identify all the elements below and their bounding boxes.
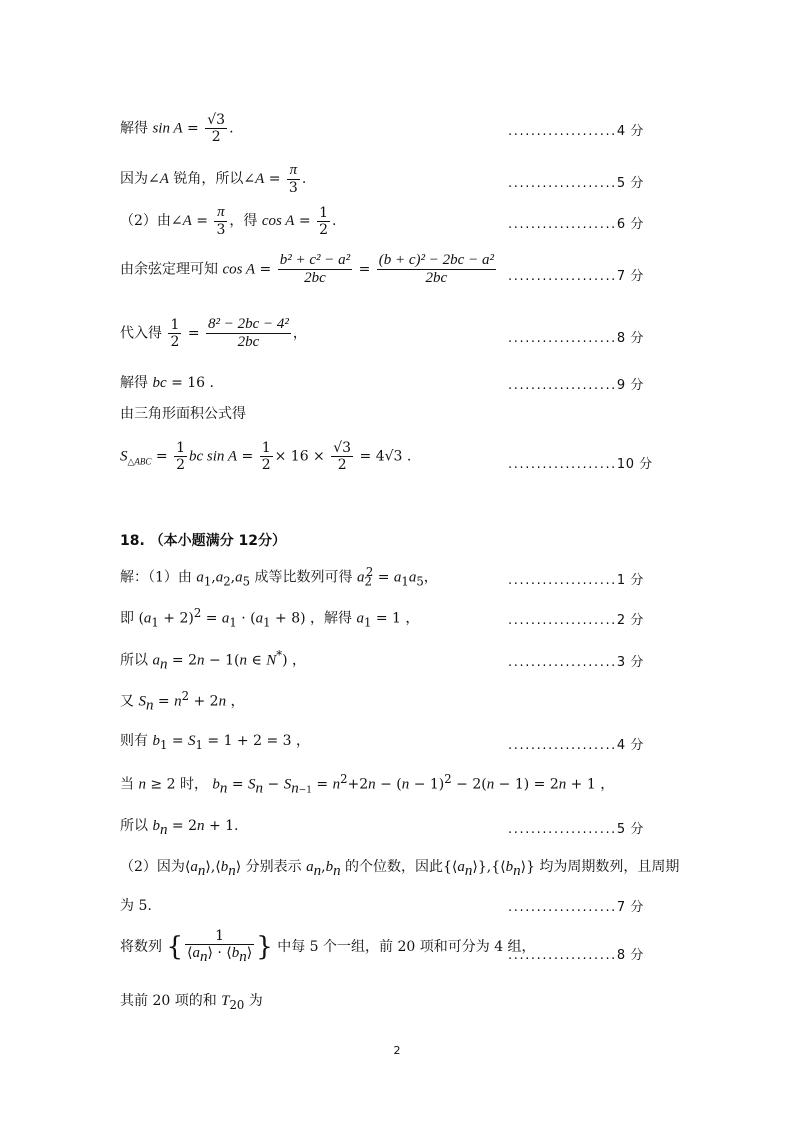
leader-dots: ................... bbox=[508, 948, 617, 963]
score-line-6 bbox=[508, 374, 670, 393]
score-line-14 bbox=[508, 734, 670, 753]
score-line-2 bbox=[508, 172, 670, 191]
line-text: 由三角形面积公式得 bbox=[120, 406, 246, 422]
score-line-18 bbox=[508, 896, 670, 915]
leader-dots: ................... bbox=[508, 176, 617, 191]
solution-line-7 bbox=[120, 403, 246, 423]
solution-line-15: 当 n ≥ 2 时， $b_n = S_n - S_{n-1} = n^2+2n - (n - 1)^2 - 2(n - 1) = 2n + 1$ ， bbox=[120, 772, 615, 797]
line-text: 为 5. bbox=[120, 898, 152, 914]
score-label: 10 分 bbox=[616, 457, 653, 472]
solution-line-2: 因为∠A 锐角，所以∠A = $\frac{\pi}{3}$ . bbox=[120, 162, 307, 196]
leader-dots: ................... bbox=[508, 573, 617, 588]
solution-line-12: 所以 $a_n = 2n - 1(n$ ∈ N*) ， bbox=[120, 648, 307, 673]
score-label: 5 分 bbox=[616, 176, 644, 191]
leader-dots: ................... bbox=[508, 269, 617, 284]
solution-line-13: 又 $S_n = n^2 + 2n$ ， bbox=[120, 689, 245, 714]
score-line-16 bbox=[508, 818, 670, 837]
leader-dots: ................... bbox=[508, 378, 617, 393]
score-label: 7 分 bbox=[616, 900, 644, 915]
leader-dots: ................... bbox=[508, 331, 617, 346]
solution-line-11: 即 $(a_1 + 2)^2 = a_1 \cdot (a_1 + 8)$ ，解得 $a_1 = 1$ ， bbox=[120, 606, 420, 630]
solution-line-10: 解：（1）由 $a_1,a_2,a_5$ 成等比数列可得 $a_2^2 = a_1a_5$， bbox=[120, 565, 438, 589]
score-line-10 bbox=[508, 569, 670, 588]
score-label: 3 分 bbox=[616, 655, 644, 670]
score-label: 9 分 bbox=[616, 378, 644, 393]
score-line-19 bbox=[508, 944, 670, 963]
score-line-5 bbox=[508, 327, 670, 346]
leader-dots: ................... bbox=[508, 124, 617, 139]
score-line-4 bbox=[508, 265, 670, 284]
solution-line-14: 则有 $b_1 = S_1 = 1 + 2 = 3$ ， bbox=[120, 733, 311, 752]
score-label: 6 分 bbox=[616, 217, 644, 232]
score-line-8 bbox=[508, 453, 670, 472]
solution-line-17: （2）因为$⟨a_n⟩,⟨b_n⟩$ 分别表示 $a_n,b_n$ 的个位数，因此$\{⟨a_n⟩\},\{⟨b_n⟩\}$ 均为周期数列，且周期 bbox=[120, 859, 680, 879]
score-label: 8 分 bbox=[616, 948, 644, 963]
solution-line-19: 将数列 { $\frac{1}{⟨a_n⟩ \cdot ⟨b_n⟩}$ } 中每 5 个一组，前 20 项和可分为 4 组， bbox=[120, 928, 536, 965]
score-label: 1 分 bbox=[616, 573, 644, 588]
solution-line-16: 所以 $b_n = 2n + 1$. bbox=[120, 818, 239, 838]
solution-line-20: 其前 20 项的和 $T_{20}$ 为 bbox=[120, 993, 263, 1012]
solution-line-8: $S_{\triangle ABC}$ = $\frac{1}{2}$ bc sin A = $\frac{1}{2}$ × 16 × $\frac{√3}{2}$ = 4√3 . bbox=[120, 440, 412, 473]
question-18-heading: 18. （本小题满分 12分） bbox=[120, 533, 287, 549]
leader-dots: ................... bbox=[508, 613, 617, 628]
leader-dots: ................... bbox=[508, 457, 617, 472]
score-label: 4 分 bbox=[616, 738, 644, 753]
solution-line-1: 解得 sin A = $\frac{√3}{2}$ . bbox=[120, 112, 234, 145]
solution-line-4: 由余弦定理可知 cos A = $\frac{\text{b² + c² − a²}}{2bc}$ = $\frac{\text{(b + c)² − 2bc − a²}}{2bc}$ bbox=[120, 252, 494, 286]
score-label: 7 分 bbox=[616, 269, 644, 284]
leader-dots: ................... bbox=[508, 822, 617, 837]
leader-dots: ................... bbox=[508, 655, 617, 670]
solution-line-6: 解得 bc = 16 . bbox=[120, 375, 214, 391]
page-number: 2 bbox=[393, 1044, 401, 1057]
solution-line-5: 代入得 $\frac{1}{2}$ = $\frac{\text{8² − 2bc − 4²}}{2bc}$ ， bbox=[120, 316, 307, 350]
leader-dots: ................... bbox=[508, 738, 617, 753]
score-label: 4 分 bbox=[616, 124, 644, 139]
solution-line-3: （2）由∠A = $\frac{\pi}{3}$ ，得 cos A = $\frac{1}{2}$ . bbox=[120, 204, 337, 238]
score-line-1 bbox=[508, 120, 670, 139]
leader-dots: ................... bbox=[508, 217, 617, 232]
score-line-3 bbox=[508, 213, 670, 232]
solution-line-18 bbox=[120, 895, 152, 915]
leader-dots: ................... bbox=[508, 900, 617, 915]
score-line-11 bbox=[508, 609, 670, 628]
score-label: 5 分 bbox=[616, 822, 644, 837]
score-line-12 bbox=[508, 651, 670, 670]
score-label: 2 分 bbox=[616, 613, 644, 628]
score-label: 8 分 bbox=[616, 331, 644, 346]
